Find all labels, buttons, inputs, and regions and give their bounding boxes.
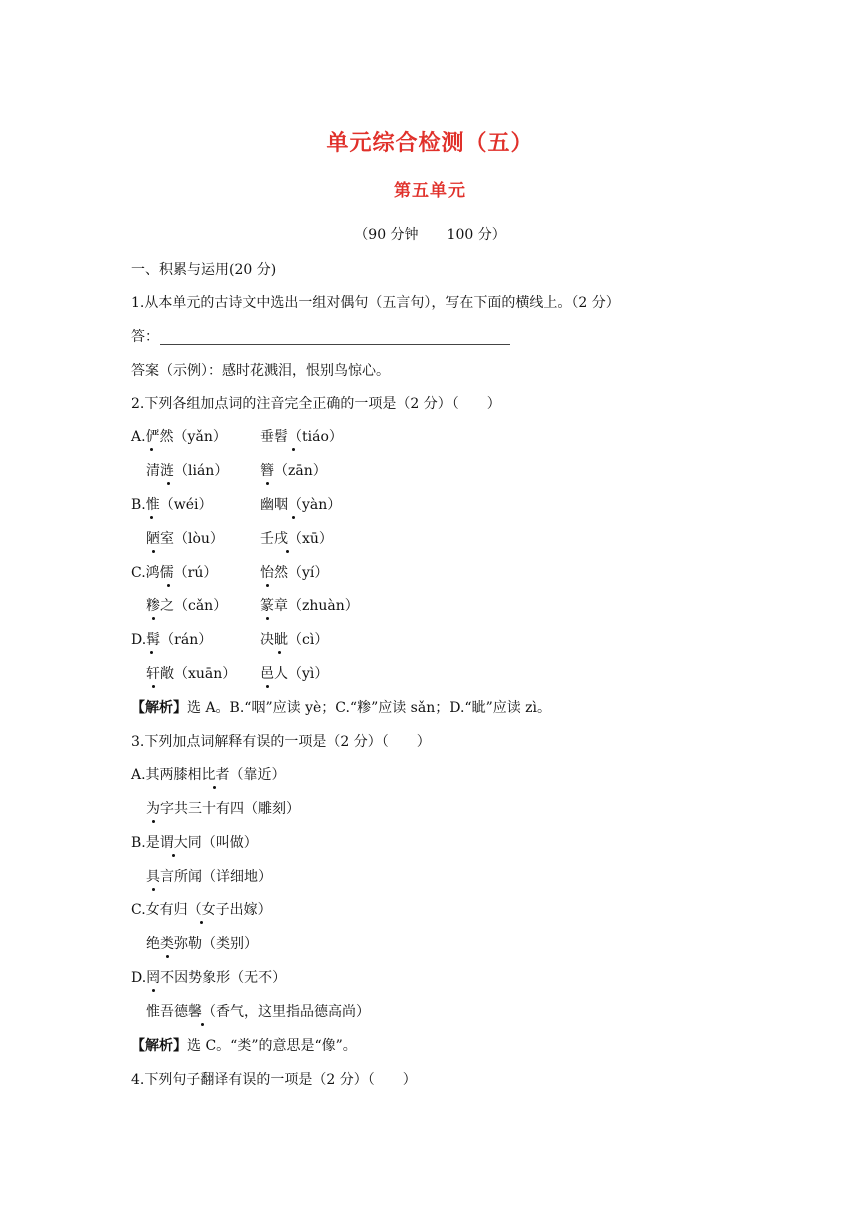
emphasis-dot [152, 617, 155, 620]
q3-option-b-1: B.是谓大同（叫做） [131, 835, 258, 851]
q3-option-a-1: A.其两膝相比者（靠近） [131, 767, 286, 783]
q2-option-b-2: 幽咽（yàn） [260, 497, 342, 513]
answer-text: 答案（示例）：感时花溅泪，恨别鸟惊心。 [131, 363, 390, 379]
question-1: 1.从本单元的古诗文中选出一组对偶句（五言句），写在下面的横线上。（2 分） [131, 295, 620, 311]
question-2: 2.下列各组加点词的注音完全正确的一项是（2 分）（ ） [131, 396, 501, 412]
emphasis-dot [266, 584, 269, 587]
emphasis-dot [266, 685, 269, 688]
q2-option-d-2: 决眦（cì） [260, 632, 329, 648]
q3-option-d-2: 惟吾德馨（香气，这里指品德高尚） [146, 1004, 370, 1020]
answer-label: 答： [131, 329, 159, 345]
q2-option-c-1: C.鸿儒（rú） [131, 565, 218, 581]
answer-blank-line [160, 344, 510, 345]
q3-option-b-2: 具言所闻（详细地） [146, 869, 272, 885]
q2-option-d-1: D.髯（rán） [131, 632, 213, 648]
emphasis-dot [152, 820, 155, 823]
q2-option-b-1: B.惟（wéi） [131, 497, 213, 513]
q3-option-c-2: 绝类弥勒（类别） [146, 936, 258, 952]
emphasis-dot [292, 516, 295, 519]
q2-option-c-2: 怡然（yí） [260, 565, 329, 581]
unit-subtitle: 第五单元 [394, 181, 466, 201]
q2-option-b-4: 壬戌（xū） [260, 531, 333, 547]
q3-option-d-1: D.罔不因势象形（无不） [131, 970, 287, 986]
q2-option-a-4: 簪（zān） [260, 463, 327, 479]
q2-option-b-3: 陋室（lòu） [146, 531, 224, 547]
emphasis-dot [167, 584, 170, 587]
q3-option-c-1: C.女有归（女子出嫁） [131, 902, 272, 918]
q3-analysis [131, 1037, 357, 1055]
emphasis-dot [172, 854, 175, 857]
q2-option-d-4: 邑人（yì） [260, 666, 329, 682]
emphasis-dot [150, 651, 153, 654]
emphasis-dot [201, 1023, 204, 1026]
emphasis-dot [152, 888, 155, 891]
emphasis-dot [150, 516, 153, 519]
emphasis-dot [286, 550, 289, 553]
emphasis-dot [152, 685, 155, 688]
emphasis-dot [266, 482, 269, 485]
emphasis-dot [167, 482, 170, 485]
q2-option-c-3: 糁之（cǎn） [146, 598, 228, 614]
emphasis-dot [152, 550, 155, 553]
emphasis-dot [166, 955, 169, 958]
emphasis-dot [213, 786, 216, 789]
emphasis-dot [150, 448, 153, 451]
emphasis-dot [266, 617, 269, 620]
q2-option-a-3: 清涟（lián） [146, 463, 229, 479]
document-title: 单元综合检测（五） [326, 131, 534, 156]
q2-analysis [131, 699, 551, 717]
question-3: 3.下列加点词解释有误的一项是（2 分）（ ） [131, 734, 431, 750]
analysis-label: 【解析】 [131, 1038, 187, 1054]
q2-option-c-4: 篆章（zhuàn） [260, 598, 359, 614]
section-heading: 一、积累与运用(20 分) [131, 262, 277, 278]
analysis-label: 【解析】 [131, 700, 187, 716]
analysis-text: 选 C。“类”的意思是“像”。 [187, 1038, 357, 1054]
time-score: （90 分钟 100 分） [354, 227, 506, 243]
emphasis-dot [200, 921, 203, 924]
q3-option-a-2: 为字共三十有四（雕刻） [146, 801, 300, 817]
emphasis-dot [278, 651, 281, 654]
emphasis-dot [292, 448, 295, 451]
q2-option-a-2: 垂髫（tiáo） [260, 429, 343, 445]
analysis-text: 选 A。B.“咽”应读 yè；C.“糁”应读 sǎn；D.“眦”应读 zì。 [187, 700, 552, 716]
q2-option-a-1: A.俨然（yǎn） [131, 429, 227, 445]
question-4: 4.下列句子翻译有误的一项是（2 分）（ ） [131, 1072, 417, 1088]
q2-option-d-3: 轩敞（xuān） [146, 666, 237, 682]
emphasis-dot [152, 989, 155, 992]
